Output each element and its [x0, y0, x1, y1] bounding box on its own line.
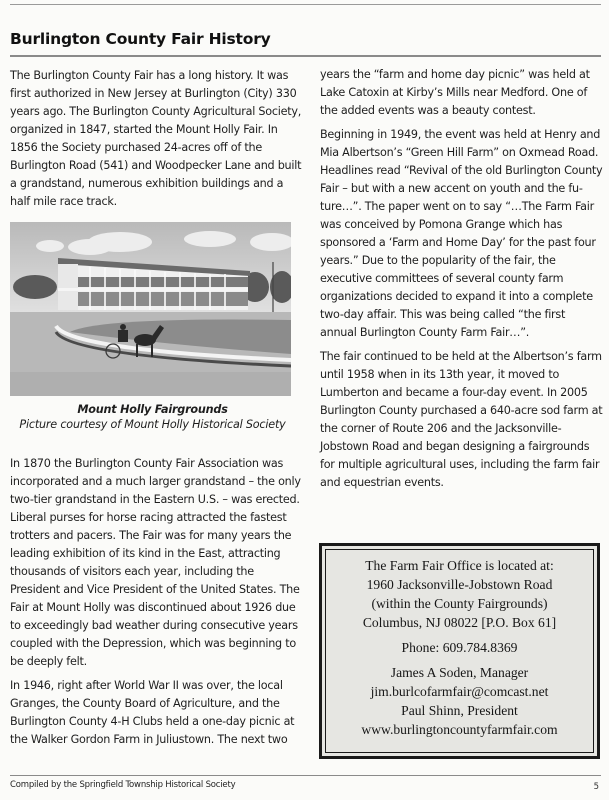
left-column-history: [10, 455, 302, 755]
top-rule: [10, 4, 601, 5]
president-name: Paul Shinn, President: [401, 703, 518, 718]
page-number: 5: [593, 782, 599, 792]
manager-name: James A Soden, Manager: [390, 665, 529, 680]
paragraph: The fair continued to be held at the Albertson’s farm until 1958 when in its 13th year, it moved to Lumberton and became a four-day event. In 2005 Burlington County purchased a 640-acre sod farm at the corner of Route 206 and the Jacksonville-Jobstown Road and began designing a fairgrounds for multiple agricultural uses, including the farm fair and equestrian events.: [320, 350, 603, 489]
footer-rule: [10, 775, 601, 776]
grandstand-photo-illustration: [10, 222, 291, 396]
paragraph: In 1946, right after World War II was over, the local Granges, the County Board of Agriculture, and the Burlington County 4-H Clubs held a one-day picnic at the Walker Gordon Farm in Juliustown. The next two: [10, 679, 295, 746]
caption-credit: Picture courtesy of Mount Holly Historical Society: [19, 418, 286, 431]
email-address[interactable]: jim.burlcofarmfair@comcast.net: [370, 684, 549, 699]
paragraph: The Burlington County Fair has a long history. It was first authorized in New Jersey at Burlington (City) 330 years ago. The Burlington County Agricultural Society, organized in 1847, started the Mount Holly Fair. In 1856 the Society purchased 24-acres off of the Burlington Road (541) and Woodpecker Lane and built a grandstand, numerous exhibition buildings and a half mile race track.: [10, 69, 302, 208]
left-column-intro: [10, 67, 302, 217]
phone-number: Phone: 609.784.8369: [401, 640, 518, 655]
website-link[interactable]: www.burlingtoncountyfarmfair.com: [361, 722, 558, 737]
caption-title: Mount Holly Fairgrounds: [77, 403, 228, 416]
footer-credit: Compiled by the Springfield Township Historical Society: [10, 780, 236, 790]
title-underline: [10, 55, 601, 57]
photo-caption: [0, 402, 305, 432]
right-column: [320, 66, 605, 498]
foreground: [10, 372, 291, 396]
paragraph: In 1870 the Burlington County Fair Association was incorporated and a much larger grandstand – the only two-tier grandstand in the Eastern U.S. – was erected. Liberal purses for horse racing attracted the fastest trotters and pacers. The Fair was for many years the leading exhibition of its kind in the East, attracting thousands of visitors each year, including the President and Vice President of the United States. The Fair at Mount Holly was discontinued about 1926 due to exceedingly bad weather during consecutive years coupled with the Depression, which was beginning to be deeply felt.: [10, 457, 301, 668]
page-title: Burlington County Fair History: [10, 30, 271, 48]
address-note: (within the County Fairgrounds): [371, 596, 548, 611]
fairgrounds-photo: [10, 222, 291, 396]
info-line: The Farm Fair Office is located at:: [365, 558, 554, 573]
farm-fair-office-info-box: [319, 543, 600, 759]
paragraph: years the “farm and home day picnic” was held at Lake Catoxin at Kirby’s Mills near Medford. One of the added events was a beauty contest.: [320, 68, 590, 117]
address-city: Columbus, NJ 08022 [P.O. Box 61]: [362, 615, 557, 630]
address-street: 1960 Jacksonville-Jobstown Road: [366, 577, 553, 592]
paragraph: Beginning in 1949, the event was held at Henry and Mia Albertson’s “Green Hill Farm” on Oxmead Road. Headlines read “Revival of the old Burlington County Fair – but with a new accent on youth and the fu-ture…”. The paper went on to say “…The Farm Fair was conceived by Pomona Grange which has sponsored a ‘Farm and Home Day’ for the past four years.” Due to the popularity of the fair, the executive committees of several county farm organizations decided to expand it into a complete two-day affair. This was being called “the first annual Burlington County Farm Fair…”.: [320, 128, 603, 339]
